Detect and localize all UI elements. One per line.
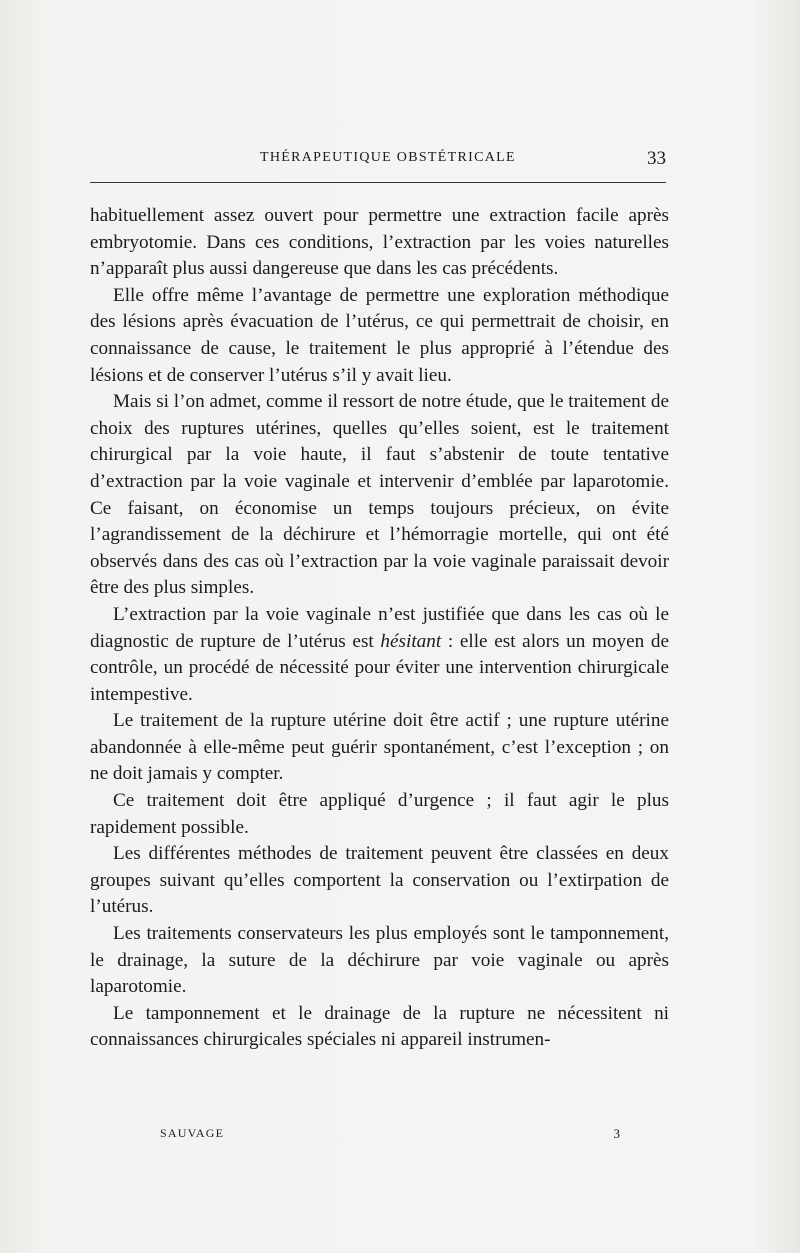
paragraph-5-text: Le traitement de la rupture utérine doit être actif ; une rupture utérine abandonnée à elle-même peut guérir spontanément, c’est l’exception ; on ne doit jamais y compter. xyxy=(90,710,669,785)
paragraph-2 xyxy=(90,283,669,389)
page-number: 33 xyxy=(647,148,666,169)
paragraph-5 xyxy=(90,708,669,788)
paragraph-9 xyxy=(90,1001,669,1054)
printer-signature: SAUVAGE xyxy=(160,1126,225,1140)
paragraph-4 xyxy=(90,602,669,708)
paragraph-7 xyxy=(90,841,669,921)
paragraph-4-text-start: L’extraction par la voie vaginale n’est justifiée que dans les cas où le diagnostic de rupture de l’utérus est xyxy=(90,603,669,652)
paragraph-2-text: Elle offre même l’avantage de permettre une exploration méthodique des lésions après évacuation de l’utérus, ce qui permettrait de choisir, en connaissance de cause, le traitement le plus approprié à l’étendue des lésions et de conserver l’utérus s’il y avait lieu. xyxy=(90,284,669,386)
body-text xyxy=(90,203,669,1054)
paragraph-3-text: Mais si l’on admet, comme il ressort de notre étude, que le traitement de choix des ruptures utérines, quelles qu’elles soient, est le traitement chirurgical par la voie haute, il faut s’abstenir de toute tentative d’extraction par la voie vaginale et intervenir d’emblée par laparotomie. Ce faisant, on économise un temps toujours précieux, on évite l’agrandissement de la déchirure et l’hémorragie mortelle, qui ont été observés dans des cas où l’extraction par la voie vaginale paraissait devoir être des plus simples. xyxy=(90,391,669,599)
paragraph-8 xyxy=(90,921,669,1001)
paragraph-8-text: Les traitements conservateurs les plus employés sont le tamponnement, le drainage, la suture de la déchirure par voie vaginale ou après laparotomie. xyxy=(90,923,669,998)
paragraph-1-text: habituellement assez ouvert pour permettre une extraction facile après embryotomie. Dans ces conditions, l’extraction par les voies naturelles n’apparaît plus aussi dangereuse que dans les cas précédents. xyxy=(90,205,669,280)
paragraph-7-text: Les différentes méthodes de traitement peuvent être classées en deux groupes suivant qu’elles comportent la conservation ou l’extirpation de l’utérus. xyxy=(90,843,669,918)
paragraph-6-text: Ce traitement doit être appliqué d’urgence ; il faut agir le plus rapidement possible. xyxy=(90,790,669,838)
emphasis-hesitant: hésitant xyxy=(380,630,442,652)
paragraph-1 xyxy=(90,203,669,283)
paragraph-6 xyxy=(90,788,669,841)
sheet-number: 3 xyxy=(613,1126,620,1141)
running-title: THÉRAPEUTIQUE OBSTÉTRICALE xyxy=(260,150,516,165)
paragraph-9-text: Le tamponnement et le drainage de la rupture ne nécessitent ni connaissances chirurgicales spéciales ni appareil instrumen- xyxy=(90,1002,669,1051)
paragraph-4-text-end: : elle est alors un moyen de contrôle, un procédé de nécessité pour éviter une intervention chirurgicale intempestive. xyxy=(90,630,669,705)
running-head xyxy=(90,148,666,176)
page-footer xyxy=(160,1126,620,1146)
paragraph-3 xyxy=(90,389,669,602)
header-rule xyxy=(90,182,666,183)
